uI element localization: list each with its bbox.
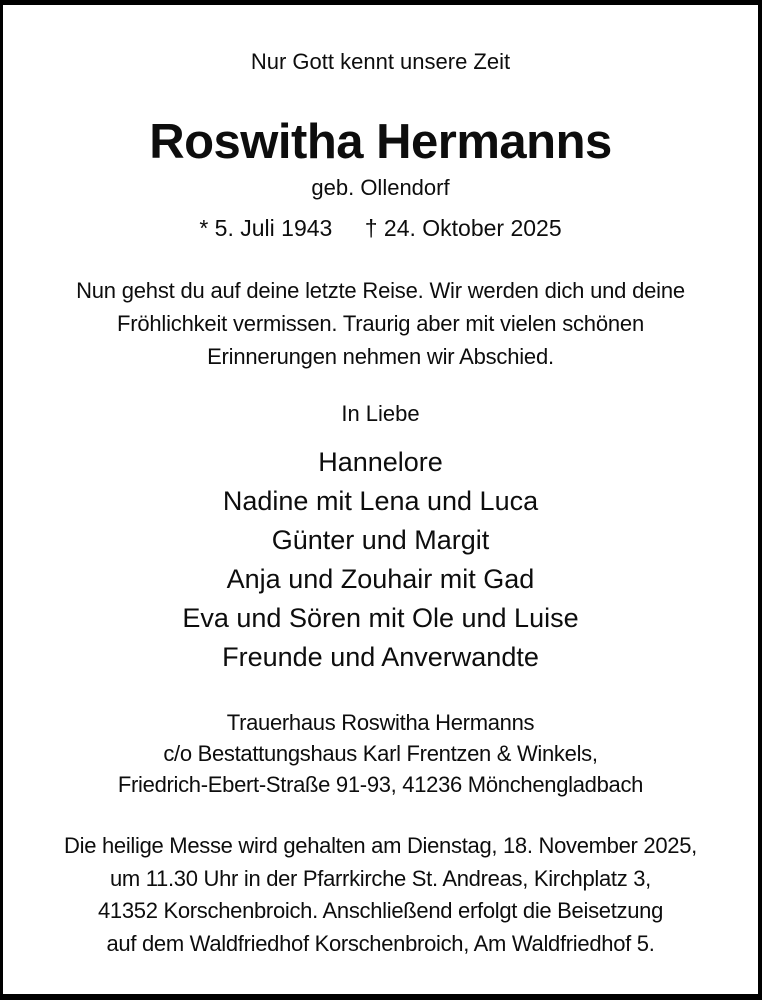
epigraph: Nur Gott kennt unsere Zeit [250, 49, 511, 74]
mourners-list [13, 443, 748, 677]
death-date: † 24. Oktober 2025 [364, 215, 562, 241]
funeral-service-line: Die heilige Messe wird gehalten am Dienstag, 18. November 2025, [64, 833, 697, 858]
funeral-service-info [13, 830, 748, 960]
funeral-service-line: 41352 Korschenbroich. Anschließend erfolgt die Beisetzung [97, 898, 664, 923]
maiden-name: geb. Ollendorf [311, 175, 450, 200]
mourning-house-line: c/o Bestattungshaus Karl Frentzen & Winkels, [163, 741, 598, 766]
mourner-line: Eva und Sören mit Ole und Luise [182, 603, 579, 633]
mourner-line: Nadine mit Lena und Luca [222, 486, 539, 516]
mourning-house-line: Trauerhaus Roswitha Hermanns [226, 710, 535, 735]
birth-date: * 5. Juli 1943 [199, 215, 333, 241]
farewell-message [13, 274, 748, 373]
mourning-house-line: Friedrich-Ebert-Straße 91-93, 41236 Mönchengladbach [117, 772, 644, 797]
farewell-message-line: Erinnerungen nehmen wir Abschied. [207, 344, 554, 369]
mourner-line: Günter und Margit [271, 525, 490, 555]
deceased-name: Roswitha Hermanns [149, 115, 612, 169]
mourning-house-address [13, 707, 748, 800]
mourner-line: Anja und Zouhair mit Gad [226, 564, 535, 594]
mourner-line: Hannelore [318, 447, 443, 477]
funeral-service-line: auf dem Waldfriedhof Korschenbroich, Am Waldfriedhof 5. [106, 930, 655, 956]
farewell-message-line: Nun gehst du auf deine letzte Reise. Wir werden dich und deine [76, 278, 685, 303]
closing-phrase: In Liebe [341, 401, 420, 426]
farewell-message-line: Fröhlichkeit vermissen. Traurig aber mit vielen schönen [116, 311, 644, 336]
life-dates [13, 214, 748, 242]
funeral-service-line: um 11.30 Uhr in der Pfarrkirche St. Andreas, Kirchplatz 3, [109, 865, 651, 891]
mourner-line: Freunde und Anverwandte [222, 642, 539, 672]
